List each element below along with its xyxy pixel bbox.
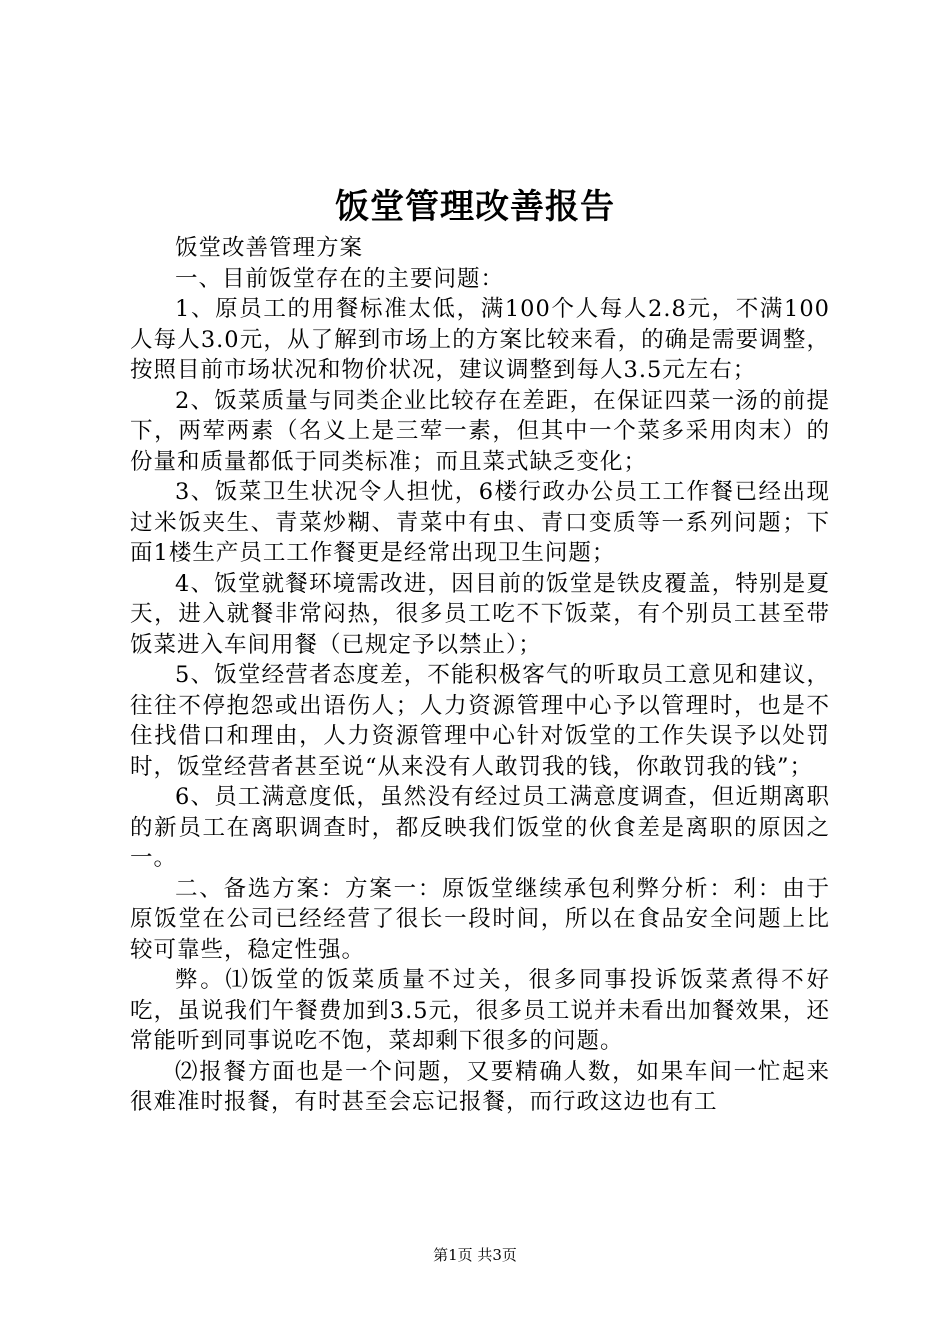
paragraph: 4、饭堂就餐环境需改进，因目前的饭堂是铁皮覆盖，特别是夏天，进入就餐非常闷热，很多员工吃不下饭菜，有个别员工甚至带饭菜进入车间用餐（已规定予以禁止）； [130, 570, 830, 658]
paragraph: 二、备选方案：方案一：原饭堂继续承包利弊分析：利：由于原饭堂在公司已经经营了很长一段时间，所以在食品安全问题上比较可靠些，稳定性强。 [130, 875, 830, 963]
document-title: 饭堂管理改善报告 [335, 187, 615, 227]
paragraph: ⑵报餐方面也是一个问题，又要精确人数，如果车间一忙起来很难准时报餐，有时甚至会忘记报餐，而行政这边也有工 [130, 1058, 830, 1115]
paragraph: 3、饭菜卫生状况令人担忧，6楼行政办公员工工作餐已经出现过米饭夹生、青菜炒糊、青菜中有虫、青口变质等一系列问题；下面1楼生产员工工作餐更是经常出现卫生问题； [130, 479, 830, 566]
document-body [130, 233, 830, 1118]
paragraph: 一、目前饭堂存在的主要问题： [175, 265, 505, 292]
paragraph: 2、饭菜质量与同类企业比较存在差距，在保证四菜一汤的前提下，两荤两素（名义上是三荤一素，但其中一个菜多采用肉末）的份量和质量都低于同类标准；而且菜式缺乏变化； [130, 387, 830, 475]
paragraph: 1、原员工的用餐标准太低，满100个人每人2.8元，不满100人每人3.0元，从了解到市场上的方案比较来看，的确是需要调整，按照目前市场状况和物价状况，建议调整到每人3.5元左右； [130, 296, 830, 383]
paragraph: 5、饭堂经营者态度差，不能积极客气的听取员工意见和建议，往往不停抱怨或出语伤人；人力资源管理中心予以管理时，也是不住找借口和理由，人力资源管理中心针对饭堂的工作失误予以处罚时，饭堂经营者甚至说“从来没有人敢罚我的钱，你敢罚我的钱”； [130, 662, 830, 780]
paragraph: 6、员工满意度低，虽然没有经过员工满意度调查，但近期离职的新员工在离职调查时，都反映我们饭堂的伙食差是离职的原因之一。 [130, 784, 830, 871]
page-footer: 第1页 共3页 [433, 1246, 517, 1264]
paragraph: 饭堂改善管理方案 [175, 235, 364, 261]
paragraph: 弊。⑴饭堂的饭菜质量不过关，很多同事投诉饭菜煮得不好吃，虽说我们午餐费加到3.5元，很多员工说并未看出加餐效果，还常能听到同事说吃不饱，菜却剩下很多的问题。 [130, 967, 830, 1054]
